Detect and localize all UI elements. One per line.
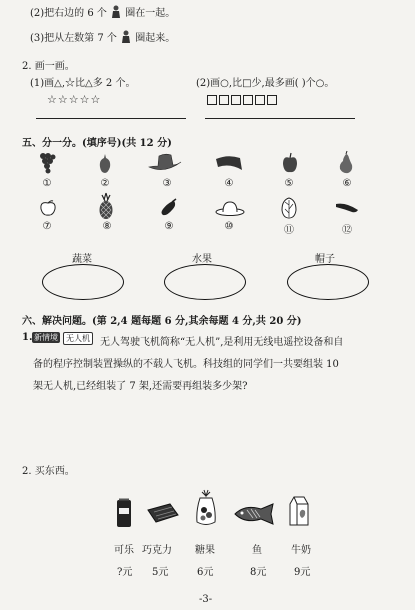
item-number: ② [100, 178, 110, 189]
page-number: -3- [199, 594, 213, 605]
square-box [243, 95, 253, 105]
apple-icon [281, 152, 299, 174]
item-number: ⑫ [342, 225, 352, 236]
peach-icon [39, 199, 57, 217]
drone-tag: 无人机 [63, 332, 93, 345]
item-name-milk: 牛奶 [291, 545, 311, 556]
item-name-fish: 鱼 [252, 545, 262, 556]
cola-can-icon [116, 498, 132, 528]
fruits-answer-oval[interactable] [164, 264, 246, 300]
section5-title: 五、分一分。(填序号)(共 12 分) [22, 138, 172, 149]
hats-answer-oval[interactable] [287, 264, 369, 300]
item-price-chocolate: 5元 [152, 567, 169, 578]
cucumber-icon [334, 200, 360, 214]
item-name-cola: 可乐 [114, 545, 134, 556]
q1-line2: 备的程序控制装置操纵的不载人飞机。科技组的同学们一共要组装 10 [33, 359, 339, 370]
square-box [207, 95, 217, 105]
doll-icon [110, 5, 122, 18]
item-number: ⑧ [102, 221, 112, 232]
chocolate-icon [146, 502, 180, 524]
pepper-icon [98, 152, 112, 174]
square-box [219, 95, 229, 105]
answer-line-left[interactable] [36, 118, 186, 119]
item-number: ⑪ [284, 225, 294, 236]
item-number: ⑤ [284, 178, 294, 189]
category-vegetables-label: 蔬菜 [72, 254, 92, 265]
q2-part1: (1)画△,☆比△多 2 个。 [30, 78, 136, 89]
new-scenario-tag: 新情境 [34, 333, 58, 342]
square-box [231, 95, 241, 105]
item-name-chocolate: 巧克力 [142, 545, 172, 556]
sun-hat-icon [215, 200, 245, 216]
doll-icon [120, 30, 132, 43]
pineapple-icon [97, 192, 115, 220]
answer-line-right[interactable] [205, 118, 355, 119]
q1-line1: 无人驾驶飞机简称“无人机”,是利用无线电遥控设备和自 [100, 337, 344, 348]
milk-carton-icon [287, 494, 311, 526]
fish-icon [233, 501, 277, 527]
item-number: ⑨ [164, 221, 174, 232]
cabbage-icon [279, 196, 299, 220]
q2-part2: (2)画○,比□少,最多画( )个○。 [196, 78, 335, 89]
q2-shopping-heading: 2. 买东西。 [22, 466, 75, 477]
item-number: ④ [224, 178, 234, 189]
grapes-icon [38, 150, 56, 174]
cap-icon [214, 153, 244, 173]
category-hats-label: 帽子 [315, 254, 335, 265]
square-box [255, 95, 265, 105]
item-price-cola: ?元 [117, 567, 133, 578]
item-number: ① [42, 178, 52, 189]
item-name-candy: 糖果 [195, 545, 215, 556]
item-number: ③ [162, 178, 172, 189]
star-row: ☆☆☆☆☆ [47, 93, 102, 106]
top-line-2: (2)把右边的 6 个 圈在一起。 [30, 4, 175, 19]
section6-title: 六、解决问题。(第 2,4 题每题 6 分,其余每题 4 分,共 20 分) [22, 316, 302, 327]
item-price-fish: 8元 [250, 567, 267, 578]
item-price-candy: 6元 [197, 567, 214, 578]
q2-heading: 2. 画一画。 [22, 61, 75, 72]
item-number: ⑩ [224, 221, 234, 232]
item-price-milk: 9元 [294, 567, 311, 578]
top-line-3: (3)把从左数第 7 个 圈起来。 [30, 29, 175, 44]
q1-number: 1. [22, 332, 33, 343]
cowboy-hat-icon [147, 152, 183, 174]
vegetables-answer-oval[interactable] [42, 264, 124, 300]
pear-icon [338, 150, 354, 174]
category-fruits-label: 水果 [192, 254, 212, 265]
q1-line3: 架无人机,已经组装了 7 架,还需要再组装多少架? [33, 381, 248, 392]
candy-bag-icon [194, 488, 218, 528]
eggplant-icon [159, 198, 179, 218]
item-number: ⑦ [42, 221, 52, 232]
square-box [267, 95, 277, 105]
item-number: ⑥ [342, 178, 352, 189]
square-row [207, 95, 277, 105]
